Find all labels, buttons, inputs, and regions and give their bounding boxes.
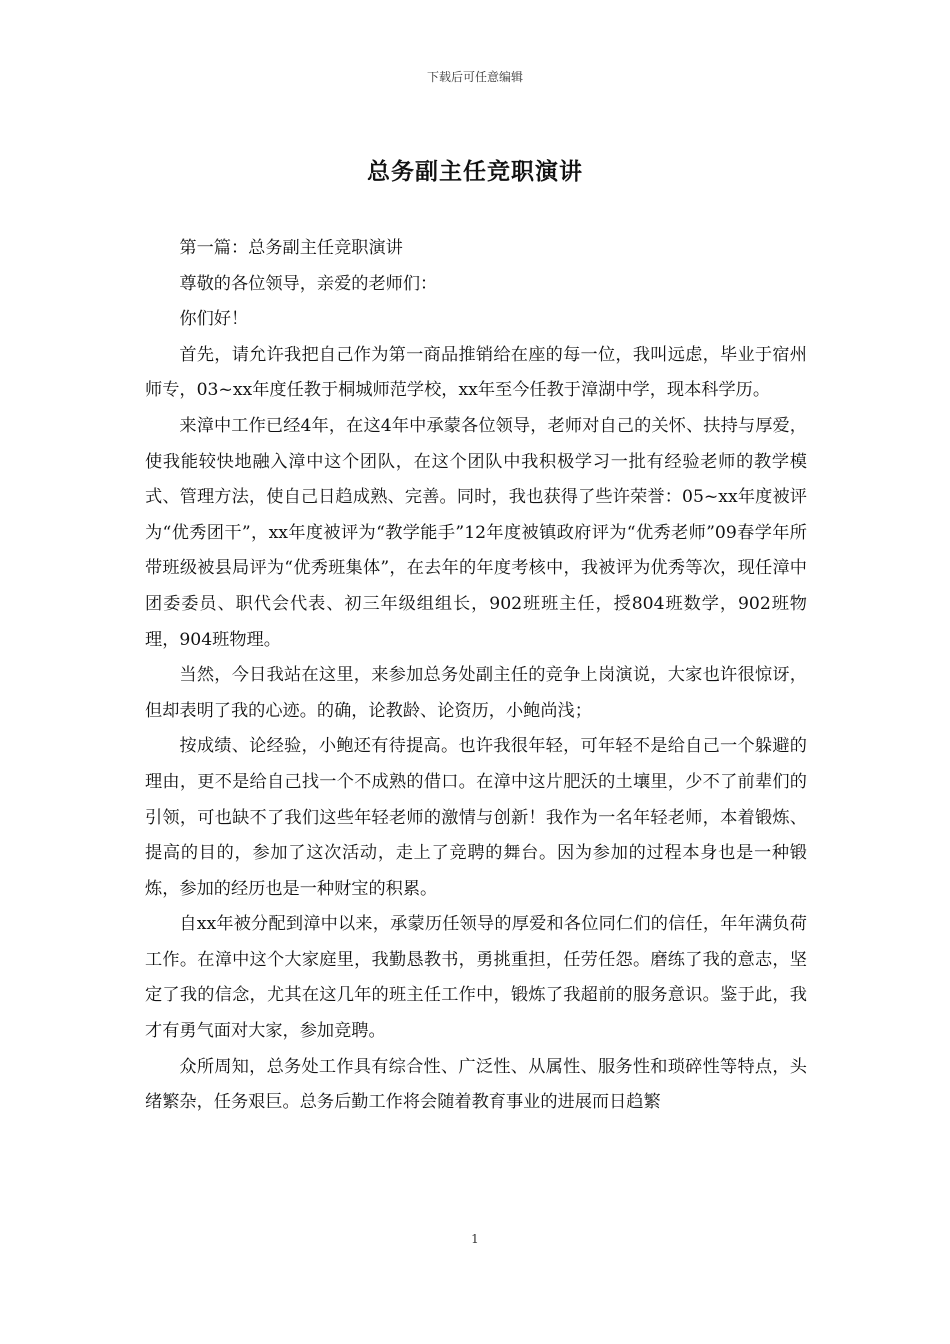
document-title: 总务副主任竞职演讲: [367, 158, 583, 185]
paragraph: 当然，今日我站在这里，来参加总务处副主任的竞争上岗演说，大家也许很惊讶，但却表明了我的心迹。的确，论教龄、论资历，小鲍尚浅；: [145, 665, 807, 721]
document-body: [145, 231, 807, 1121]
page-number: 1: [471, 1232, 479, 1246]
paragraph: 众所周知，总务处工作具有综合性、广泛性、从属性、服务性和琐碎性等特点，头绪繁杂，任务艰巨。总务后勤工作将会随着教育事业的进展而日趋繁: [145, 1056, 807, 1113]
paragraph: 来漳中工作已经4年，在这4年中承蒙各位领导，老师对自己的关怀、扶持与厚爱，使我能较快地融入漳中这个团队，在这个团队中我积极学习一批有经验老师的教学模式、管理方法，使自己日趋成熟、完善。同时，我也获得了些许荣誉：05~xx年度被评为“优秀团干”，xx年度被评为“教学能手”12年度被镇政府评为“优秀老师”09春学年所带班级被县局评为“优秀班集体”，在去年的年度考核中，我被评为优秀等次，现任漳中团委委员、职代会代表、初三年级组组长，902班班主任，授804班数学，902班物理，904班物理。: [145, 415, 807, 650]
header-note: 下载后可任意编辑: [426, 70, 523, 84]
paragraph: 按成绩、论经验，小鲍还有待提高。也许我很年轻，可年轻不是给自己一个躲避的理由，更不是给自己找一个不成熟的借口。在漳中这片肥沃的土壤里，少不了前辈们的引领，可也缺不了我们这些年轻老师的激情与创新！我作为一名年轻老师，本着锻炼、提高的目的，参加了这次活动，走上了竞聘的舞台。因为参加的过程本身也是一种锻炼，参加的经历也是一种财宝的积累。: [145, 736, 807, 899]
paragraph: 尊敬的各位领导，亲爱的老师们：: [179, 273, 438, 294]
paragraph: 首先，请允许我把自己作为第一商品推销给在座的每一位，我叫远虑，毕业于宿州师专，03~xx年度任教于桐城师范学校，xx年至今任教于漳湖中学，现本科学历。: [145, 344, 807, 401]
paragraph: 自xx年被分配到漳中以来，承蒙历任领导的厚爱和各位同仁们的信任，年年满负荷工作。在漳中这个大家庭里，我勤恳教书，勇挑重担，任劳任怨。磨练了我的意志，坚定了我的信念，尤其在这几年的班主任工作中，锻炼了我超前的服务意识。鉴于此，我才有勇气面对大家，参加竞聘。: [145, 914, 807, 1042]
paragraph: 你们好！: [179, 309, 249, 330]
paragraph: 第一篇：总务副主任竞职演讲: [179, 238, 403, 258]
